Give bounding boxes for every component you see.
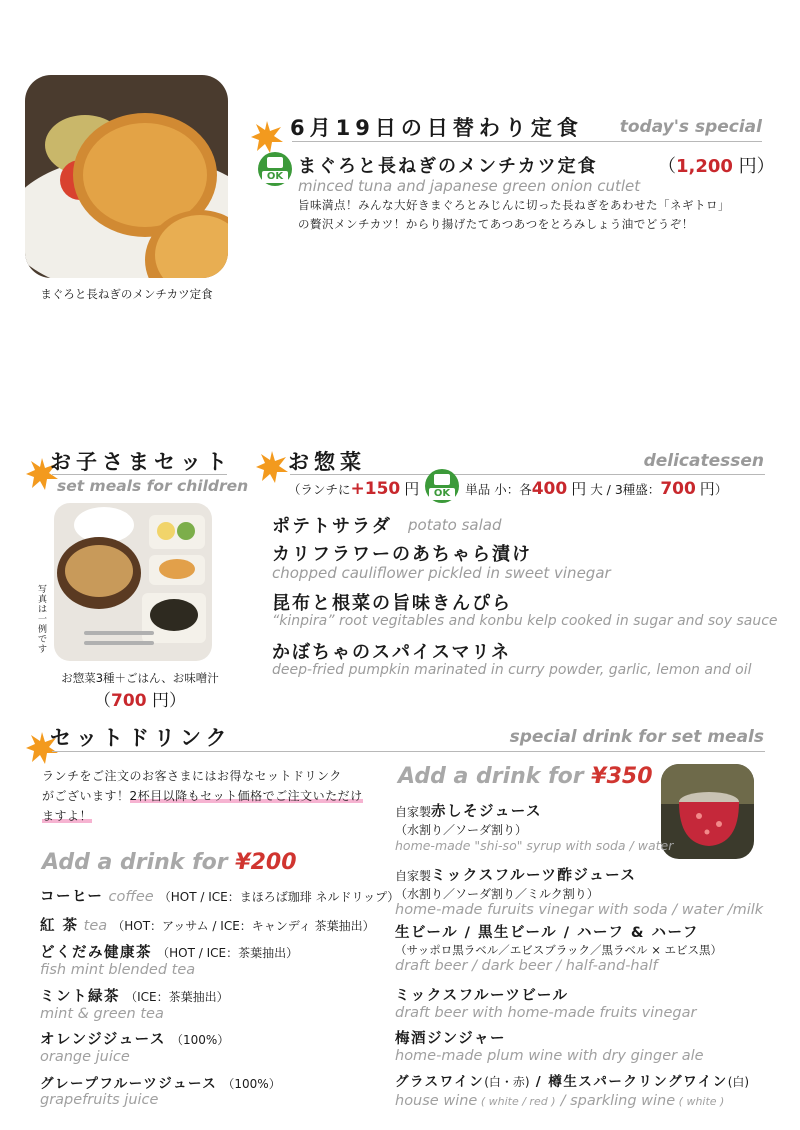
deli-item-name-en: chopped cauliflower pickled in sweet vinegar <box>272 564 611 582</box>
drink-item: オレンジジュース （100%） orange juice <box>40 1032 230 1065</box>
drink-group-350-heading: Add a drink for ¥350 <box>398 764 653 789</box>
special-heading-en: today's special <box>619 117 762 137</box>
drink-item: コーヒー coffee （HOT / ICE：まほろば珈琲 ネルドリップ） <box>40 889 400 905</box>
drink-item: ミント緑茶 （ICE：茶葉抽出） mint & green tea <box>40 989 229 1022</box>
special-description-line2: の贅沢メンチカツ！からり揚げたてあつあつをとろみしょう油でどうぞ！ <box>298 217 694 231</box>
deli-item-name: ポテトサラダ <box>272 516 392 537</box>
kids-set-contents: お惣菜3種＋ごはん、お味噌汁 <box>61 671 219 685</box>
kids-heading-en: set meals for children <box>57 477 249 495</box>
drink-item: 自家製赤しそジュース （水割り／ソーダ割り） home-made "shi-so" syrup with soda / water <box>395 804 674 853</box>
kids-photo-note: 写真は一例です <box>38 585 48 655</box>
deli-price-line: （ランチに+150 円 単品 小：各400 円 大 / 3種盛：700 円） <box>288 479 728 499</box>
deli-heading-en: delicatessen <box>643 451 764 471</box>
deli-item-name: 昆布と根菜の旨味きんぴら <box>272 593 512 614</box>
deli-heading: お惣菜 <box>288 450 366 474</box>
takeout-ok-icon: OK <box>258 152 292 186</box>
special-divider <box>292 141 762 142</box>
drink-group-200-heading: Add a drink for ¥200 <box>42 850 297 875</box>
kids-set-photo <box>54 503 212 661</box>
drink-item: 生ビール / 黒生ビール / ハーフ & ハーフ （サッポロ黒ラベル／エビスブラック／黒ラベル × エビス黒） draft beer / dark beer / half-and-half <box>395 925 722 974</box>
drinks-heading-en: special drink for set meals <box>509 727 764 747</box>
kids-heading: お子さまセット <box>50 450 232 474</box>
special-description-line1: 旨味満点！みんな大好きまぐろとみじんに切った長ねぎをあわせた「ネギトロ」 <box>298 198 730 212</box>
drink-item: ミックスフルーツビール draft beer with home-made fruits vinegar <box>395 988 697 1021</box>
deli-item-name: かぼちゃのスパイスマリネ <box>272 642 512 663</box>
deli-item-name-en: “kinpira” root vegitables and konbu kelp cooked in sugar and soy sauce <box>272 613 778 629</box>
drinks-intro: ランチをご注文のお客さまにはお得なセットドリンク がございます！2杯目以降もセット価格でご注文いただけ ますよ！ <box>42 769 363 823</box>
drink-item: 紅 茶 tea （HOT：アッサム / ICE：キャンディ 茶葉抽出） <box>40 918 375 934</box>
special-photo-caption: まぐろと長ねぎのメンチカツ定食 <box>40 287 213 301</box>
kids-set-price: （700 円） <box>94 691 186 711</box>
special-price: （1,200 円） <box>658 156 775 177</box>
drink-item: 自家製ミックスフルーツ酢ジュース （水割り／ソーダ割り／ミルク割り） home-made furuits vinegar with soda / water /milk <box>395 868 764 918</box>
deli-item-name-en: deep-fried pumpkin marinated in curry powder, garlic, lemon and oil <box>272 662 752 678</box>
takeout-ok-icon: OK <box>425 469 459 503</box>
special-dish-name-en: minced tuna and japanese green onion cutlet <box>298 177 641 195</box>
drink-item: 梅酒ジンジャー home-made plum wine with dry ginger ale <box>395 1031 704 1064</box>
drinks-heading: セットドリンク <box>50 726 232 750</box>
star-icon <box>255 450 289 484</box>
deli-divider <box>290 474 765 475</box>
drink-item: グラスワイン(白・赤) / 樽生スパークリングワイン(白) house wine ( white / red ) / sparkling wine ( white ) <box>395 1074 750 1109</box>
special-dish-name: まぐろと長ねぎのメンチカツ定食 <box>298 156 598 177</box>
deli-item-name-en: potato salad <box>408 516 502 534</box>
deli-item-name: カリフラワーのあちゃら漬け <box>272 544 532 565</box>
drink-item: どくだみ健康茶 （HOT / ICE：茶葉抽出） fish mint blended tea <box>40 945 299 978</box>
kids-divider <box>52 474 227 475</box>
star-icon <box>250 120 284 154</box>
shiso-juice-photo <box>661 764 754 859</box>
special-heading: 6月19日の日替わり定食 <box>290 116 583 140</box>
drink-item: グレープフルーツジュース （100%） grapefruits juice <box>40 1076 281 1108</box>
special-dish-photo <box>25 75 228 278</box>
drinks-divider <box>52 751 765 752</box>
